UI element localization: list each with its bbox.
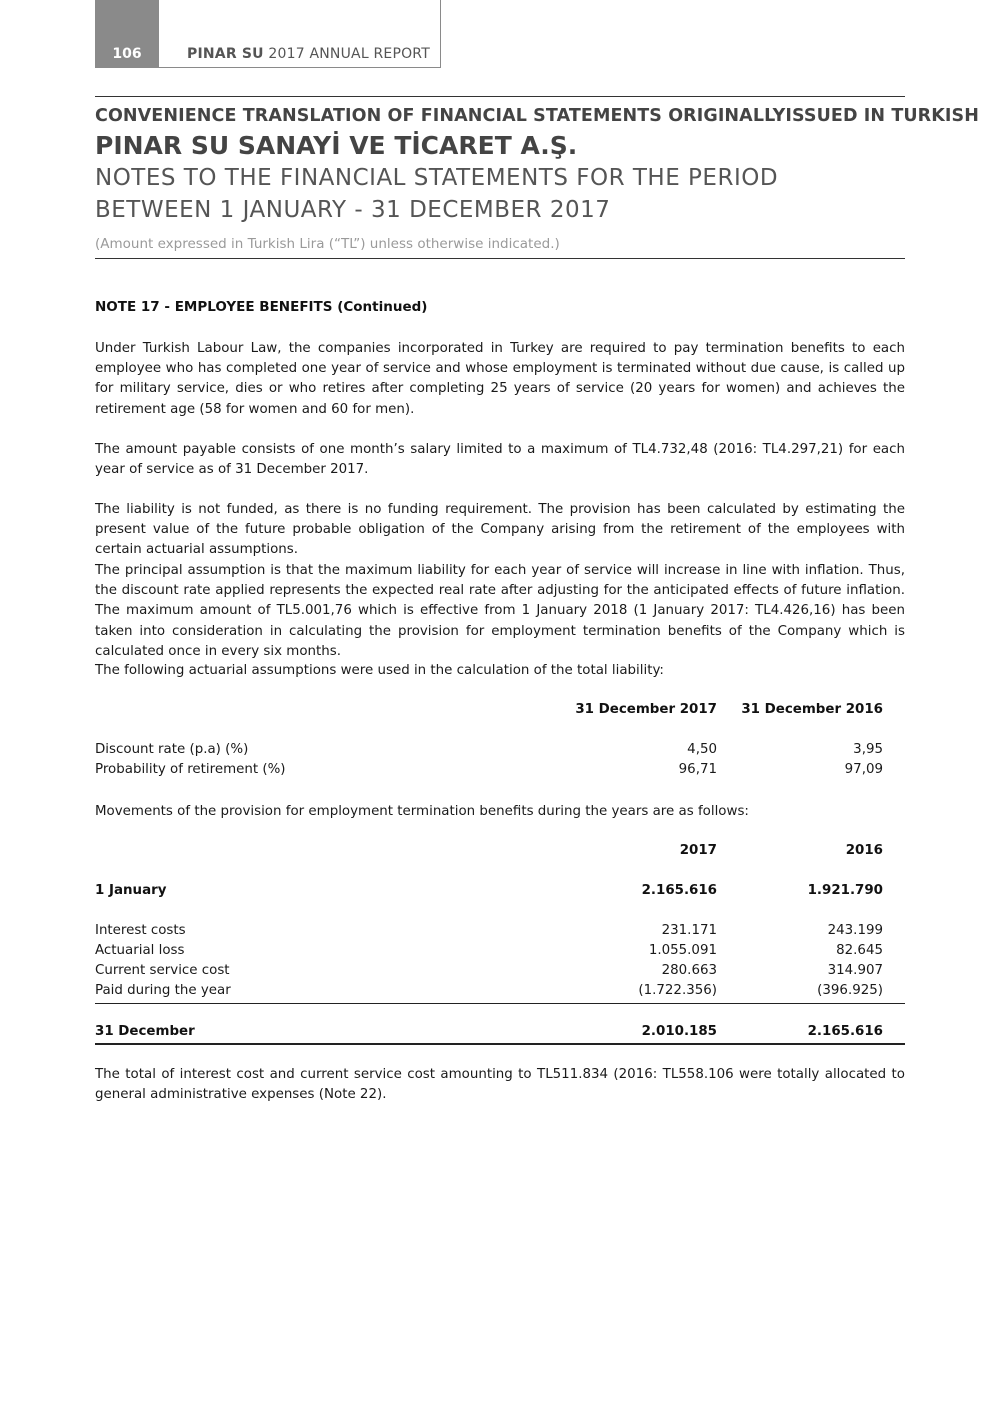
note-title: NOTE 17 - EMPLOYEE BENEFITS (Continued) — [95, 299, 428, 315]
table-row — [95, 963, 905, 983]
row-value-2017: (1.722.356) — [638, 983, 717, 998]
running-header-text — [187, 46, 430, 62]
row-label: 31 December — [95, 1024, 195, 1039]
row-label: Probability of retirement (%) — [95, 762, 286, 777]
table-row — [95, 943, 905, 963]
amount-expression-note: (Amount expressed in Turkish Lira (“TL”) unless otherwise indicated.) — [95, 236, 560, 252]
paragraph-cost-allocation: The total of interest cost and current service cost amounting to TL511.834 (2016: TL558.106 were totally allocated to general administrative expenses (Note 22). — [95, 1067, 905, 1103]
running-header — [159, 0, 441, 68]
movements-header-row — [95, 843, 905, 863]
movements-header-2017: 2017 — [679, 843, 717, 858]
row-value-2016: 314.907 — [827, 963, 883, 978]
row-value-2016: (396.925) — [817, 983, 883, 998]
page-number-tab — [95, 0, 159, 68]
opening-balance-row — [95, 883, 905, 903]
company-name: PINAR SU SANAYİ VE TİCARET A.Ş. — [95, 131, 578, 160]
closing-balance-row — [95, 1024, 905, 1044]
row-label: Actuarial loss — [95, 943, 185, 958]
assumptions-header-2017: 31 December 2017 — [575, 702, 717, 717]
row-value-2017: 280.663 — [661, 963, 717, 978]
row-value-2017: 2.165.616 — [641, 883, 717, 898]
total-rule — [95, 1043, 905, 1045]
row-label: Current service cost — [95, 963, 230, 978]
row-value-2017: 4,50 — [687, 742, 717, 757]
row-label: Discount rate (p.a) (%) — [95, 742, 249, 757]
paragraph-termination-benefits: Under Turkish Labour Law, the companies incorporated in Turkey are required to pay termination benefits to each employee who has completed one year of service and whose employment is terminated without due cause, is called up for military service, dies or who retires after completing 25 years of service (20 years for women) and achieves the retirement age (58 for women and 60 for men). — [95, 341, 905, 417]
assumptions-header-2016: 31 December 2016 — [741, 702, 883, 717]
row-value-2016: 1.921.790 — [807, 883, 883, 898]
paragraph-principal-assumption: The principal assumption is that the maximum liability for each year of service will increase in line with inflation. Thus, the discount rate applied represents the expected real rate after adjusting for the anticipated effects of future inflation. The maximum amount of TL5.001,76 which is effective from 1 January 2018 (1 January 2017: TL4.426,16) has been taken into consideration in calculating the provision for employment termination benefits of the Company which is calculated once in every six months. — [95, 563, 905, 659]
row-value-2016: 3,95 — [853, 742, 883, 757]
table-row — [95, 762, 905, 782]
assumptions-header-row — [95, 702, 905, 722]
subtotal-rule — [95, 1003, 905, 1004]
paragraph-actuarial-intro: The following actuarial assumptions were used in the calculation of the total liability: — [95, 663, 664, 678]
row-label: Interest costs — [95, 923, 186, 938]
table-row — [95, 983, 905, 1003]
row-value-2017: 231.171 — [661, 923, 717, 938]
title-top-rule — [95, 96, 905, 97]
row-label: Paid during the year — [95, 983, 231, 998]
row-value-2017: 1.055.091 — [648, 943, 717, 958]
row-label: 1 January — [95, 883, 167, 898]
notes-title-line-2: BETWEEN 1 JANUARY - 31 DECEMBER 2017 — [95, 197, 611, 223]
notes-title-line-1: NOTES TO THE FINANCIAL STATEMENTS FOR THE PERIOD — [95, 165, 779, 191]
table-row — [95, 742, 905, 762]
row-value-2016: 243.199 — [827, 923, 883, 938]
movements-header-2016: 2016 — [845, 843, 883, 858]
page-number: 106 — [112, 46, 142, 62]
row-value-2016: 97,09 — [844, 762, 883, 777]
table-row — [95, 923, 905, 943]
paragraph-liability-funding: The liability is not funded, as there is no funding requirement. The provision has been calculated by estimating the present value of the future probable obligation of the Company arising from the retirement of the employees with certain actuarial assumptions. — [95, 502, 905, 558]
row-value-2017: 2.010.185 — [641, 1024, 717, 1039]
row-value-2017: 96,71 — [678, 762, 717, 777]
convenience-translation-title: CONVENIENCE TRANSLATION OF FINANCIAL STATEMENTS ORIGINALLYISSUED IN TURKISH — [95, 106, 979, 126]
brand-name: PINAR SU — [187, 46, 264, 62]
row-value-2016: 82.645 — [836, 943, 883, 958]
report-name: 2017 ANNUAL REPORT — [268, 46, 430, 62]
title-bottom-rule — [95, 258, 905, 259]
paragraph-movements-intro: Movements of the provision for employment termination benefits during the years are as follows: — [95, 804, 749, 819]
row-value-2016: 2.165.616 — [807, 1024, 883, 1039]
paragraph-amount-payable: The amount payable consists of one month’s salary limited to a maximum of TL4.732,48 (2016: TL4.297,21) for each year of service as of 31 December 2017. — [95, 442, 905, 478]
